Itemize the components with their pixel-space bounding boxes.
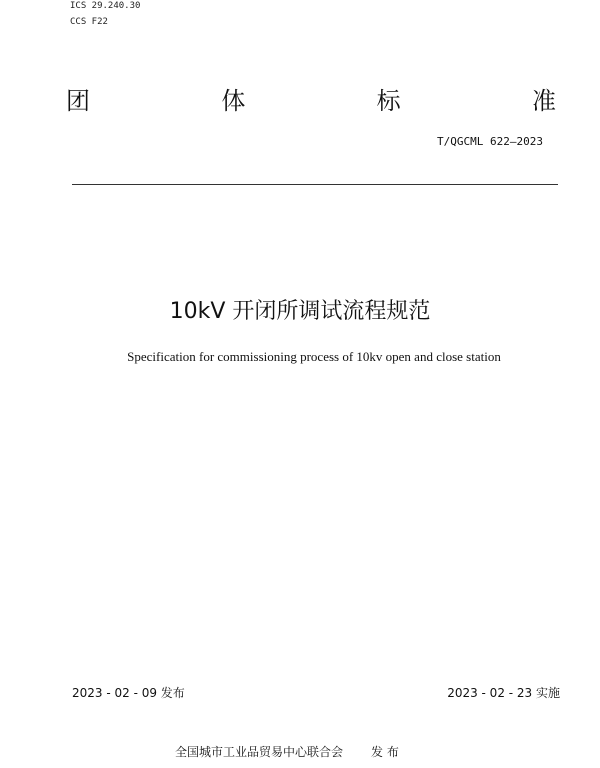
header-divider	[72, 184, 558, 185]
document-type-heading	[66, 86, 556, 116]
standard-number: T/QGCML 622—2023	[437, 135, 543, 148]
heading-char-4: 准	[531, 87, 556, 115]
heading-char-1: 团	[66, 87, 90, 115]
document-title-english: Specification for commissioning process of 10kv open and close station	[127, 349, 501, 364]
publisher-action: 发 布	[371, 745, 399, 759]
publisher-line	[175, 744, 399, 760]
issue-date: 2023 - 02 - 09 发布	[72, 686, 185, 700]
document-title-chinese: 10kV 开闭所调试流程规范	[169, 299, 431, 324]
heading-char-3: 标	[376, 87, 401, 115]
implementation-date: 2023 - 02 - 23 实施	[447, 686, 560, 700]
ics-code: ICS 29.240.30	[70, 1, 141, 11]
ccs-code: CCS F22	[70, 17, 108, 27]
heading-char-2: 体	[221, 87, 246, 115]
publisher-name: 全国城市工业品贸易中心联合会	[175, 745, 344, 759]
